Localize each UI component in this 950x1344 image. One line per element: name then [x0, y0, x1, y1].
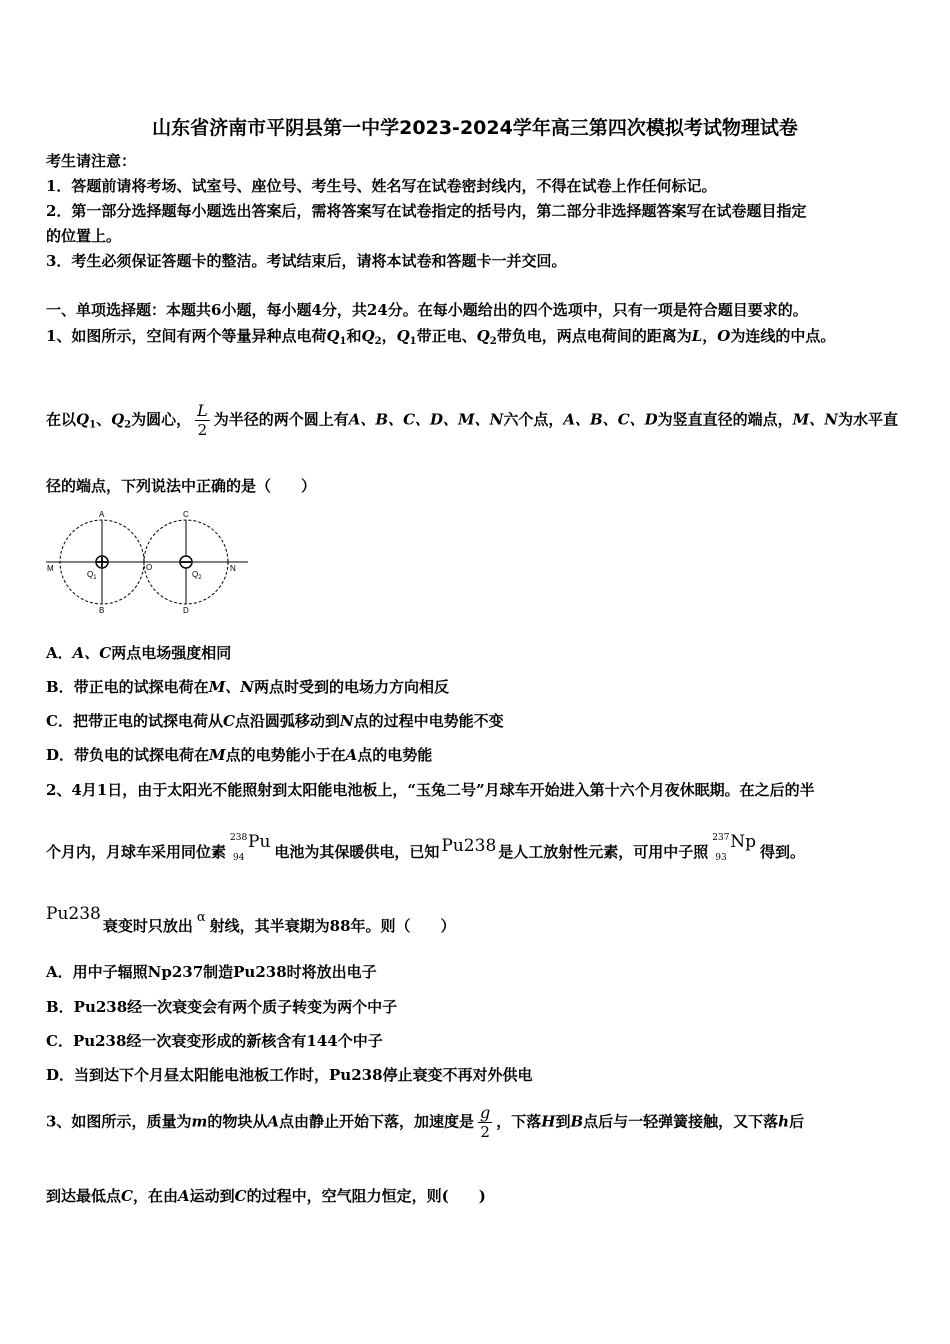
- notice-item-1: 1．答题前请将考场、试室号、座位号、考生号、姓名写在试卷密封线内，不得在试卷上作任何标记。: [46, 177, 717, 195]
- label-o: O: [146, 563, 153, 572]
- q2-option-c: C．Pu238经一次衰变形成的新核含有144个中子: [46, 1032, 383, 1050]
- q3-line-1: 3、如图所示，质量为m的物块从A点由静止开始下落，加速度是 $\frac{g}{2}$ ，下落H到B点后与一轻弹簧接触，又下落h后: [46, 1103, 805, 1141]
- pu238-nuclide: 238 94 Pu: [230, 832, 271, 863]
- np237-nuclide: 237 93 Np: [712, 832, 757, 863]
- q2-option-b: B．Pu238经一次衰变会有两个质子转变为两个中子: [46, 998, 398, 1016]
- q3-line-2: 到达最低点C，在由A运动到C的过程中，空气阻力恒定，则( ): [46, 1187, 486, 1205]
- label-q2: $Q_2$: [192, 570, 202, 581]
- q2-line-2: 个月内，月球车采用同位素 238 94 Pu 电池为其保暖供电，已知 Pu238 是人工放射性元素，可用中子照 237 93 Np 得到。: [46, 832, 806, 863]
- label-m: M: [47, 564, 54, 573]
- q1-line-3: 径的端点，下列说法中正确的是（ ）: [46, 477, 317, 495]
- charge-circles-figure: [42, 506, 252, 616]
- q1-line-1: 1、如图所示，空间有两个等量异种点电荷$Q_1$和$Q_2$，$Q_1$带正电、$Q_2$带负电，两点电荷间的距离为L，O为连线的中点。: [46, 327, 836, 347]
- q1-option-b: B．带正电的试探电荷在M、N两点时受到的电场力方向相反: [46, 678, 450, 696]
- q2-line-3: Pu238衰变时只放出 α 射线，其半衰期为88年。则（ ）: [46, 904, 456, 935]
- label-a: A: [99, 510, 105, 519]
- label-b: B: [99, 606, 105, 615]
- fraction-g-over-2: $\frac{g}{2}$: [480, 1103, 491, 1141]
- label-q1: $Q_1$: [87, 570, 97, 581]
- label-c: C: [183, 510, 189, 519]
- notice-heading: 考生请注意：: [46, 152, 137, 170]
- section-heading: 一、单项选择题：本题共6小题，每小题4分，共24分。在每小题给出的四个选项中，只有一项是符合题目要求的。: [46, 301, 808, 319]
- notice-item-2-cont: 的位置上。: [46, 227, 122, 245]
- q1-option-c: C．把带正电的试探电荷从C点沿圆弧移动到N点的过程中电势能不变: [46, 712, 504, 730]
- q1-option-a: A．A、C两点电场强度相同: [46, 644, 232, 662]
- label-n: N: [230, 564, 236, 573]
- fraction-l-over-2: $\frac{L}{2}$: [197, 401, 208, 439]
- q2-line-1: 2、4月1日，由于太阳光不能照射到太阳能电池板上，“玉兔二号”月球车开始进入第十六个月夜休眠期。在之后的半: [46, 781, 815, 799]
- label-d: D: [183, 606, 189, 615]
- notice-item-2: 2．第一部分选择题每小题选出答案后，需将答案写在试卷指定的括号内，第二部分非选择题答案写在试卷题目指定: [46, 202, 807, 220]
- q1-line-2: 在以$Q_1$、$Q_2$为圆心， $\frac{L}{2}$ 为半径的两个圆上有A、B、C、D、M、N六个点，A、B、C、D为竖直直径的端点，M、N为水平直: [46, 401, 899, 439]
- q1-option-d: D．带负电的试探电荷在M点的电势能小于在A点的电势能: [46, 746, 433, 764]
- negative-charge-icon: [180, 556, 192, 568]
- q2-option-a: A．用中子辐照Np237制造Pu238时将放出电子: [46, 963, 377, 981]
- q2-option-d: D．当到达下个月昼太阳能电池板工作时，Pu238停止衰变不再对外供电: [46, 1066, 533, 1084]
- notice-item-3: 3．考生必须保证答题卡的整洁。考试结束后，请将本试卷和答题卡一并交回。: [46, 252, 567, 270]
- page-title: 山东省济南市平阴县第一中学2023-2024学年高三第四次模拟考试物理试卷: [152, 117, 798, 139]
- positive-charge-icon: [96, 556, 108, 568]
